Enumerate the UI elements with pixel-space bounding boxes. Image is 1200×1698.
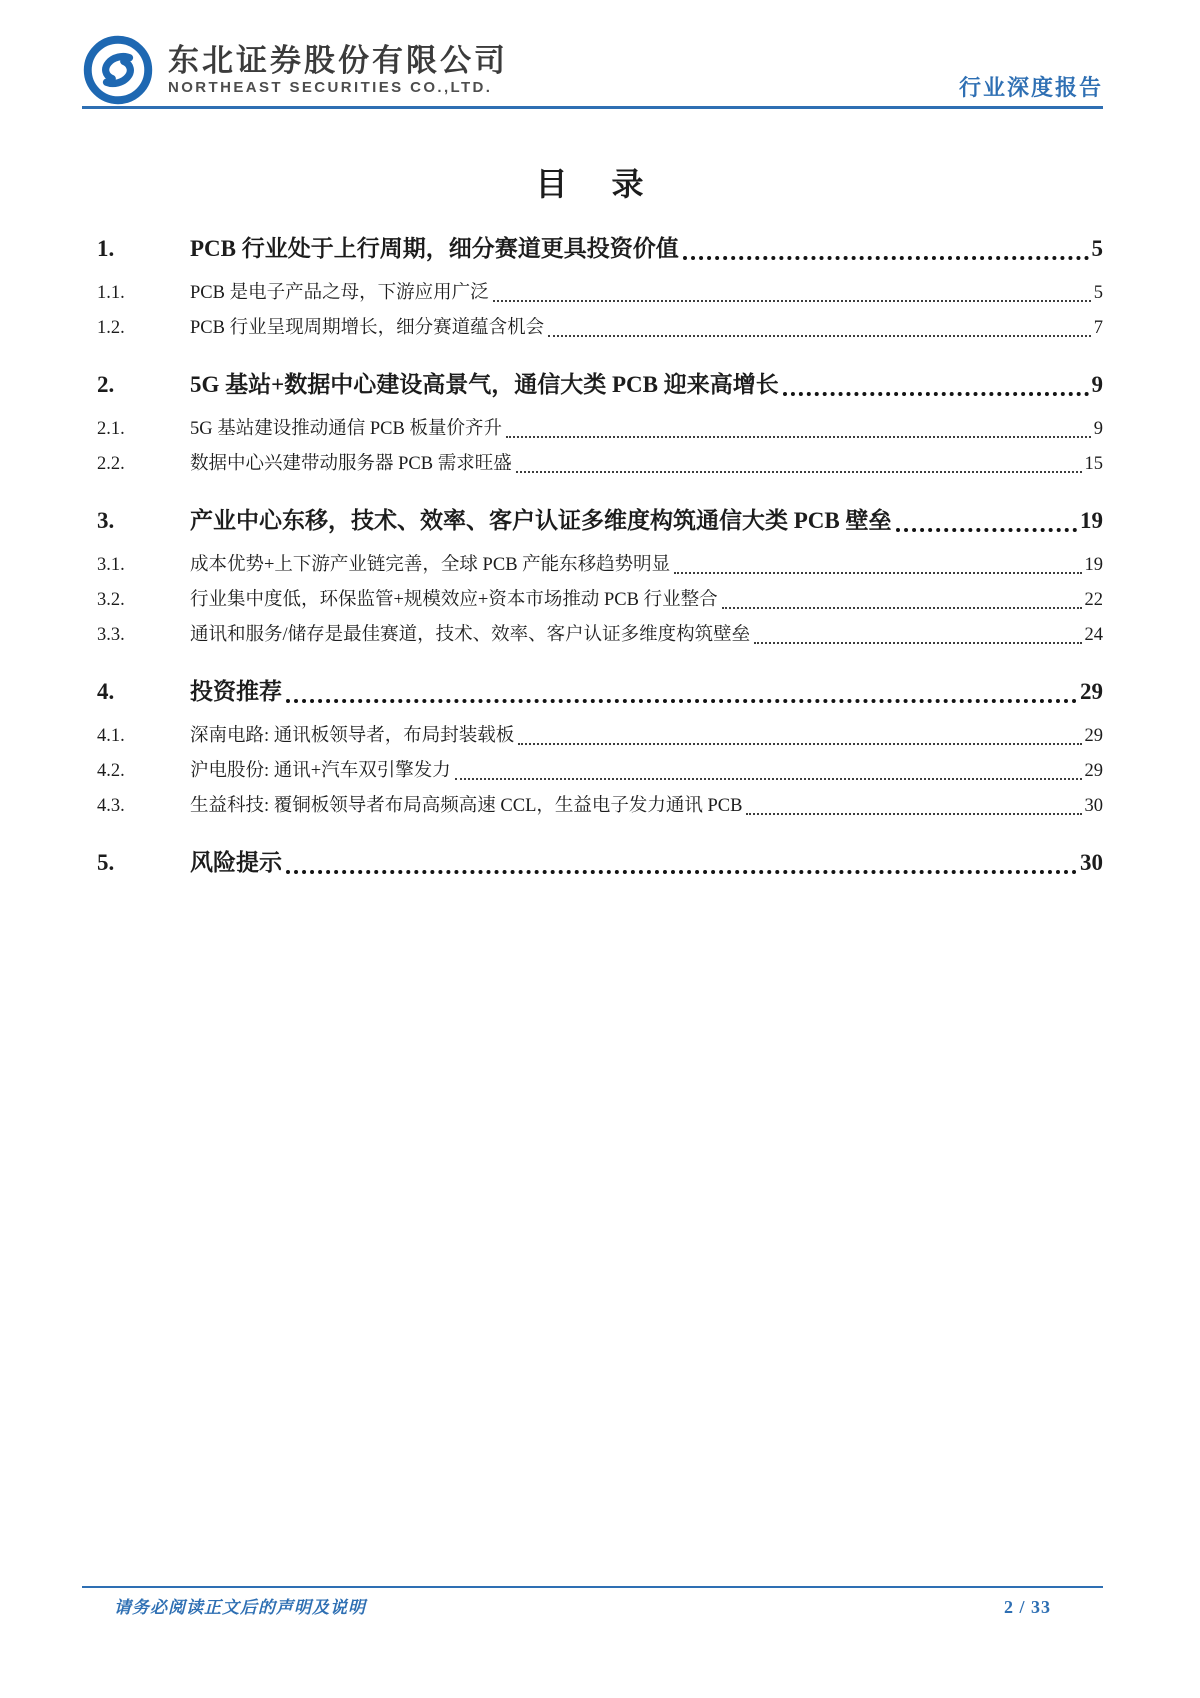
toc-entry-title: 数据中心兴建带动服务器 PCB 需求旺盛 [190,454,512,474]
toc-entry-page: 29 [1080,679,1103,704]
toc-entry[interactable] [82,846,1103,880]
toc-entry-page: 30 [1080,850,1103,875]
toc-entry-number: 1.2. [97,318,125,338]
toc-entry[interactable] [82,758,1103,785]
company-name-en: NORTHEAST SECURITIES CO.,LTD. [168,78,493,96]
toc-entry-page: 29 [1084,761,1103,781]
toc-entry-title: 5G 基站+数据中心建设高景气，通信大类 PCB 迎来高增长 [190,372,779,397]
toc-entry[interactable] [82,587,1103,614]
toc-entry-page: 24 [1084,625,1103,645]
header-divider [82,106,1103,109]
toc-entry-title: 风险提示 [190,850,282,875]
toc-dot-leader [516,471,1082,473]
toc-entry-number: 3.3. [97,625,125,645]
toc-entry-number: 1.1. [97,283,125,303]
toc-entry-page: 30 [1084,796,1103,816]
toc-dot-leader [722,607,1082,609]
toc-entry-number: 4.2. [97,761,125,781]
toc-entry-number: 1. [97,236,115,261]
brand-text [168,43,508,97]
page-number-indicator: 2 / 33 [1003,1597,1051,1617]
toc-entry[interactable] [82,723,1103,750]
brand [82,34,508,106]
toc-entry-number: 5. [97,850,115,875]
toc-dot-leader [683,256,1089,260]
footer-disclaimer: 请务必阅读正文后的声明及说明 [114,1598,366,1617]
toc-entry-page: 7 [1093,318,1103,338]
company-name-cn: 东北证券股份有限公司 [168,43,508,79]
toc-dot-leader [455,778,1082,780]
toc-entry-page: 9 [1091,372,1103,397]
toc-entry-page: 29 [1084,726,1103,746]
toc-dot-leader [493,300,1091,302]
toc-entry[interactable] [82,368,1103,402]
toc-entry-title: 生益科技: 覆铜板领导者布局高频高速 CCL，生益电子发力通讯 PCB [190,796,743,816]
toc-entry-title: 行业集中度低，环保监管+规模效应+资本市场推动 PCB 行业整合 [190,590,718,610]
toc-entry-page: 9 [1093,419,1103,439]
toc-entry-number: 3.1. [97,555,125,575]
toc-entry[interactable] [82,622,1103,649]
toc-heading: 目 录 [535,166,650,202]
toc-dot-leader [783,392,1089,396]
toc-entry[interactable] [82,280,1103,307]
toc-entry-title: 深南电路: 通讯板领导者，布局封装载板 [190,726,515,746]
toc-entry-title: 投资推荐 [190,679,282,704]
page-footer [82,1586,1103,1618]
toc-entry-title: 产业中心东移，技术、效率、客户认证多维度构筑通信大类 PCB 壁垒 [190,508,892,533]
toc-entry-title: 成本优势+上下游产业链完善，全球 PCB 产能东移趋势明显 [190,555,671,575]
toc-entry[interactable] [82,504,1103,538]
toc-entry[interactable] [82,416,1103,443]
toc-dot-leader [286,699,1077,703]
toc-entry-number: 3. [97,508,115,533]
table-of-contents [82,162,1103,894]
toc-dot-leader [286,870,1077,874]
toc-dot-leader [896,528,1078,532]
northeast-securities-logo-icon [82,34,154,106]
toc-entry-title: PCB 行业呈现周期增长，细分赛道蕴含机会 [190,318,545,338]
toc-dot-leader [548,335,1091,337]
toc-entry-number: 2.2. [97,454,125,474]
toc-entry-title: PCB 行业处于上行周期，细分赛道更具投资价值 [190,236,679,261]
toc-entry-title: 5G 基站建设推动通信 PCB 板量价齐升 [190,419,502,439]
toc-entry-page: 5 [1091,236,1103,261]
toc-entry[interactable] [82,451,1103,478]
toc-dot-leader [518,743,1081,745]
toc-entry-number: 4.1. [97,726,125,746]
toc-list [82,232,1103,880]
toc-entry-number: 2. [97,372,115,397]
toc-entry-page: 5 [1093,283,1103,303]
toc-entry-number: 4. [97,679,115,704]
toc-entry-number: 4.3. [97,796,125,816]
toc-dot-leader [746,813,1081,815]
toc-dot-leader [754,642,1081,644]
toc-dot-leader [674,572,1081,574]
toc-entry-title: 通讯和服务/储存是最佳赛道，技术、效率、客户认证多维度构筑壁垒 [190,625,751,645]
toc-entry-number: 2.1. [97,419,125,439]
page-header [82,34,1103,106]
toc-entry[interactable] [82,793,1103,820]
toc-entry-page: 15 [1084,454,1103,474]
toc-entry[interactable] [82,232,1103,266]
toc-entry-page: 19 [1084,555,1103,575]
toc-entry-title: PCB 是电子产品之母，下游应用广泛 [190,283,489,303]
footer-divider [82,1586,1103,1588]
toc-entry[interactable] [82,675,1103,709]
toc-entry[interactable] [82,315,1103,342]
toc-dot-leader [506,436,1091,438]
toc-entry-number: 3.2. [97,590,125,610]
report-type-label: 行业深度报告 [958,75,1103,100]
toc-entry-page: 19 [1080,508,1103,533]
toc-entry-page: 22 [1084,590,1103,610]
toc-entry[interactable] [82,552,1103,579]
toc-entry-title: 沪电股份: 通讯+汽车双引擎发力 [190,761,451,781]
